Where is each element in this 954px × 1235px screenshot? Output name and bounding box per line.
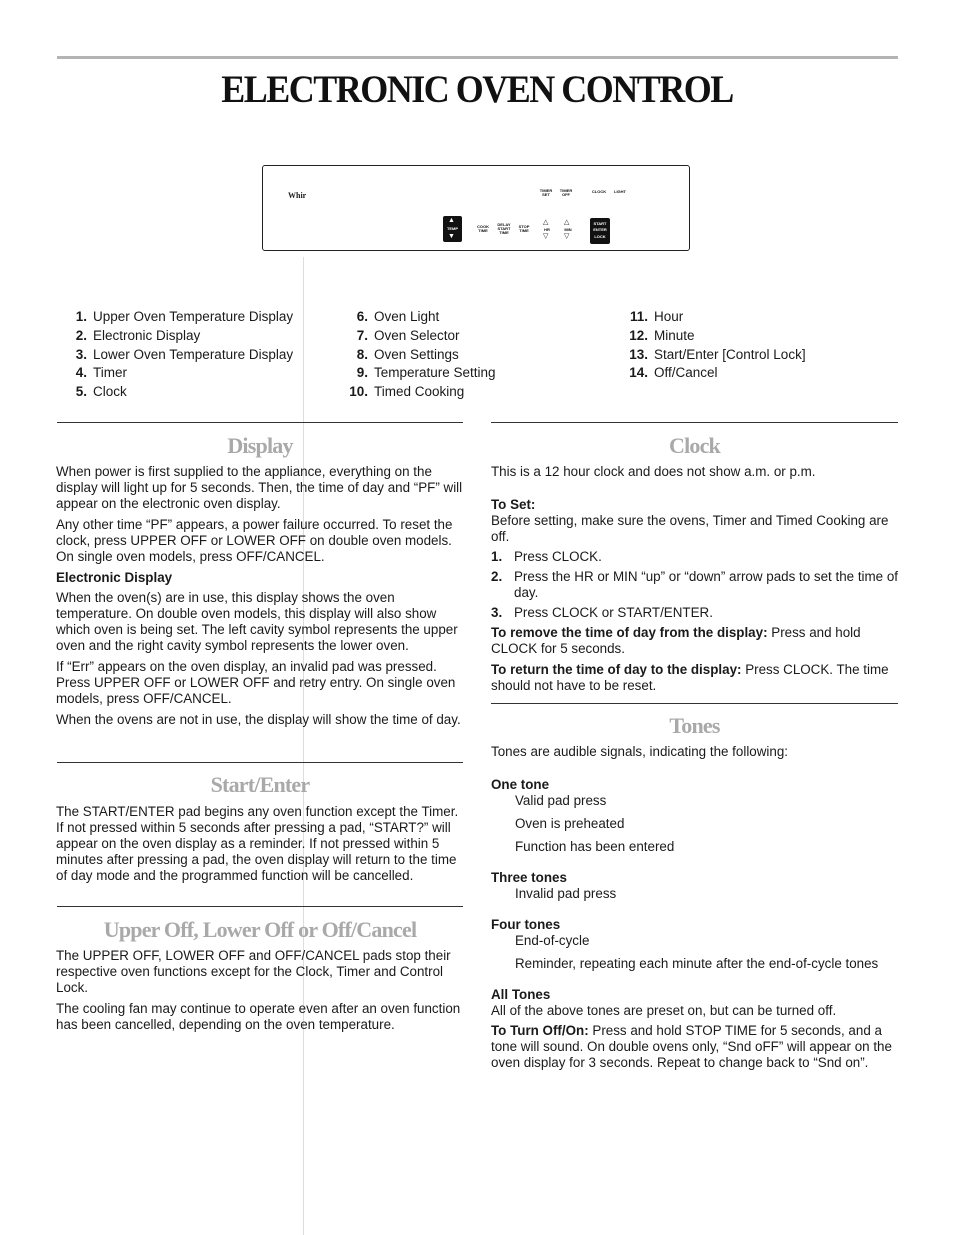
enter-label: ENTER [593,227,607,232]
to-set-subheading: To Set: [491,497,536,512]
clock-steps [491,549,901,621]
legend-number: 9. [356,365,368,381]
all-tones-subheading: All Tones [491,987,551,1002]
step-number: 1. [491,549,503,564]
step-number: 2. [491,569,503,584]
delay-start-time-label: DELAY START TIME [497,222,511,235]
brand-logo: Whir [288,191,307,200]
tones-rule [491,703,898,704]
display-p1: When power is first supplied to the appliance, everything on the display will light up for 5 seconds. Then, the time of day and “PF” will appear on the electronic oven display. [56,464,463,511]
arrow-down-icon: ▼ [448,233,455,240]
legend-item [75,308,293,327]
all-tones-p: All of the above tones are preset on, but can be turned off. [491,1003,837,1018]
clock-step [491,549,901,565]
legend-number: 10. [349,384,368,400]
top-rule [57,56,898,59]
remove-label: To remove the time of day from the display: [491,625,768,640]
legend-number: 8. [356,346,368,362]
min-up-arrow-icon: △ [564,219,570,226]
temp-pad [443,216,462,242]
start-enter-pad [590,218,610,244]
electronic-display-subheading: Electronic Display [56,570,173,585]
start-enter-p1: The START/ENTER pad begins any oven function except the Timer. If not pressed within 5 seconds after pressing a pad, “START?” will appear on the oven display as a reminder. If not pressed within 5 minutes after pressing a pad, the oven display will return to the time of day mode and the programmed function will be cancelled. [56,804,459,883]
display-p4: If “Err” appears on the oven display, an invalid pad was pressed. Press UPPER OFF or LOWER OFF and retry entry. On single oven models, press OFF/CANCEL. [56,659,456,706]
tone-item: Reminder, repeating each minute after the end-of-cycle tones [515,956,879,971]
tone-item: Function has been entered [515,839,675,854]
timer-off-label: TIMER OFF [559,188,573,197]
legend-item [75,383,293,402]
light-label: LIGHT [614,189,626,194]
legend-item [348,346,496,365]
hr-up-arrow-icon: △ [543,219,549,226]
clock-p2: Before setting, make sure the ovens, Timer and Timed Cooking are off. [491,513,889,544]
legend-label: Hour [654,309,684,324]
display-rule [57,422,463,423]
start-enter-heading: Start/Enter [210,772,310,797]
legend-label: Off/Cancel [654,365,718,381]
return-label: To return the time of day to the display: [491,662,742,677]
step-text: Press the HR or MIN “up” or “down” arrow pads to set the time of day. [514,569,899,600]
three-tones-list [491,886,903,902]
lock-label: LOCK [594,234,606,239]
legend-label: Minute [654,327,695,343]
upper-off-section [56,948,464,1038]
step-number: 3. [491,605,503,620]
legend-item [75,364,293,383]
legend-col-1 [75,308,293,402]
three-tones-subheading: Three tones [491,870,567,885]
upper-off-heading: Upper Off, Lower Off or Off/Cancel [103,917,417,942]
legend-item [75,346,293,365]
tone-item: Oven is preheated [515,816,625,831]
legend-label: Oven Settings [374,346,459,362]
display-p2: Any other time “PF” appears, a power failure occurred. To reset the clock, press UPPER OFF or LOWER OFF on double oven models. On single oven models, press OFF/CANCEL. [56,517,453,564]
page-title: ELECTRONIC OVEN CONTROL [221,67,733,111]
legend-number: 13. [629,346,648,362]
min-label: MIN [564,227,572,232]
legend-label: Lower Oven Temperature Display [93,346,294,362]
upper-off-p1: The UPPER OFF, LOWER OFF and OFF/CANCEL pads stop their respective oven functions except for the Clock, Timer and Control Lock. [56,948,451,995]
four-tones-list [491,933,903,972]
clock-label: CLOCK [591,189,607,194]
legend-number: 1. [75,309,87,324]
legend-label: Electronic Display [93,327,201,343]
one-tone-list [491,793,903,855]
clock-rule [491,422,898,423]
display-p3: When the oven(s) are in use, this display shows the oven temperature. On double oven models, this display will also show which oven is being set. The left cavity symbol represents the upper oven and the right cavity symbol represents the lower oven. [56,590,458,653]
start-label: START [593,221,607,226]
turn-off-on-label: To Turn Off/On: [491,1023,589,1038]
legend-number: 3. [75,346,87,362]
hr-label: HR [544,227,550,232]
legend-item [348,364,496,383]
legend-item [348,308,496,327]
return-text: Press CLOCK. The time should not have to be reset. [491,662,889,693]
legend-item [628,364,806,383]
legend-number: 11. [629,309,648,324]
tones-section [491,744,903,1076]
clock-step [491,569,901,601]
temp-label: TEMP [446,226,459,231]
one-tone-subheading: One tone [491,777,550,792]
arrow-up-icon: ▲ [448,217,455,224]
turn-off-on-text: Press and hold STOP TIME for 5 seconds, and a tone will sound. On double ovens only, “Snd oFF” will appear on the oven display for 3 seconds. Repeat to change back to “Snd on”. [491,1023,892,1070]
clock-heading: Clock [668,433,720,458]
start-enter-section [56,804,464,889]
tone-item: End-of-cycle [515,933,590,948]
legend-item [628,308,806,327]
hr-down-arrow-icon: ▽ [543,233,549,240]
scan-line [303,257,304,1235]
clock-p1: This is a 12 hour clock and does not show a.m. or p.m. [491,464,816,479]
legend-label: Oven Selector [374,327,460,343]
legend-item [348,327,496,346]
display-heading: Display [227,433,293,458]
legend-label: Clock [93,384,127,400]
tones-heading: Tones [669,713,720,738]
step-text: Press CLOCK or START/ENTER. [514,605,713,620]
upper-off-p2: The cooling fan may continue to operate even after an oven function has been cancelled, depending on the oven temperature. [56,1001,461,1032]
start-enter-rule [57,762,463,763]
display-section [56,464,464,733]
legend-number: 5. [75,384,87,400]
control-panel-illustration [262,165,690,251]
legend-label: Upper Oven Temperature Display [93,309,294,324]
min-down-arrow-icon: ▽ [564,233,570,240]
legend-label: Start/Enter [Control Lock] [654,346,806,362]
legend-item [628,327,806,346]
remove-text: Press and hold CLOCK for 5 seconds. [491,625,861,656]
timer-set-label: TIMER SET [539,188,553,197]
clock-step [491,605,901,621]
legend-col-2 [348,308,496,402]
legend-item [75,327,293,346]
legend-number: 14. [629,365,648,381]
tones-p1: Tones are audible signals, indicating the following: [491,744,789,759]
legend-label: Timed Cooking [374,384,465,400]
upper-off-rule [57,906,463,907]
legend-label: Temperature Setting [374,365,496,381]
legend-item [348,383,496,402]
legend-number: 6. [356,309,368,324]
tone-item: Invalid pad press [515,886,617,901]
legend-number: 2. [75,327,87,343]
tone-item: Valid pad press [515,793,607,808]
legend-number: 12. [629,327,648,343]
display-p5: When the ovens are not in use, the display will show the time of day. [56,712,461,727]
cook-time-label: COOK TIME [477,224,489,233]
four-tones-subheading: Four tones [491,917,561,932]
legend-label: Timer [93,365,127,381]
stop-time-label: STOP TIME [518,224,530,233]
legend-col-3 [628,308,806,383]
legend-number: 4. [75,365,87,381]
clock-section [491,464,901,699]
legend-item [628,346,806,365]
step-text: Press CLOCK. [514,549,602,564]
legend-label: Oven Light [374,309,440,324]
legend-number: 7. [356,327,368,343]
